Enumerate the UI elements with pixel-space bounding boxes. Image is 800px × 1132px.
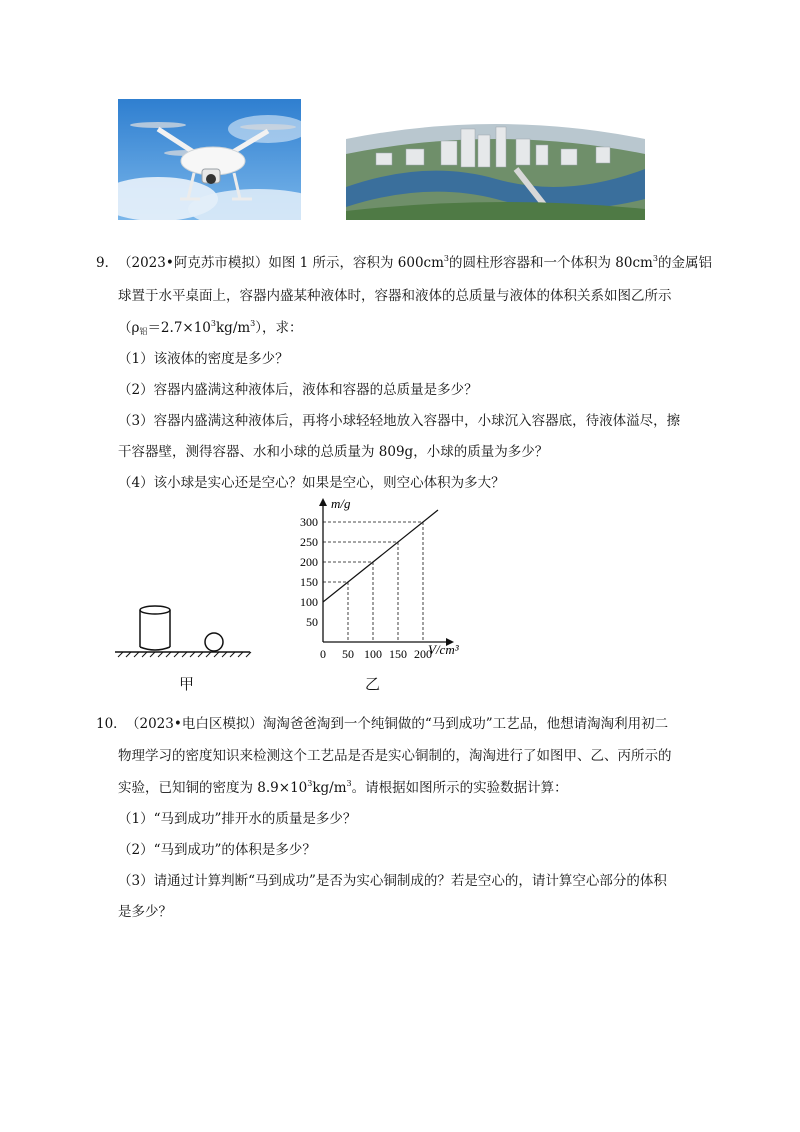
x-tick-label: 150 bbox=[389, 647, 407, 661]
question-9-sub-2: （2）容器内盛满这种液体后，液体和容器的总质量是多少？ bbox=[118, 382, 478, 398]
x-tick-label: 200 bbox=[414, 647, 432, 661]
question-9-sub-4: （4）该小球是实心还是空心？如果是空心，则空心体积为多大？ bbox=[118, 475, 505, 491]
figure-yi-label: 乙 bbox=[365, 675, 381, 693]
drone-photo bbox=[118, 99, 301, 220]
x-tick-label: 0 bbox=[320, 647, 326, 661]
question-9-line-2: 球置于水平桌面上，容器内盛某种液体时，容器和液体的总质量与液体的体积关系如图乙所示 bbox=[118, 288, 672, 304]
x-axis-label: V/cm³ bbox=[428, 642, 459, 657]
question-9-line-1: （2023•阿克苏市模拟）如图 1 所示，容积为 $600cm^3$的圆柱形容器和一个体积为 $80cm^3$的金属铝 bbox=[118, 254, 712, 271]
question-9-sub-1: （1）该液体的密度是多少？ bbox=[118, 351, 289, 367]
y-tick-label: 50 bbox=[306, 615, 318, 629]
question-10-number: 10． bbox=[96, 716, 127, 732]
question-10-line-2: 物理学习的密度知识来检测这个工艺品是否是实心铜制的，淘淘进行了如图甲、乙、丙所示的 bbox=[118, 748, 672, 764]
y-tick-label: 150 bbox=[300, 575, 318, 589]
figure-jia-label: 甲 bbox=[179, 675, 195, 693]
question-10-sub-1: （1）“马到成功”排开水的质量是多少？ bbox=[118, 811, 357, 827]
question-9-sub-3b: 干容器壁，测得容器、水和小球的总质量为 809g，小球的质量为多少？ bbox=[118, 444, 549, 460]
x-tick-label: 50 bbox=[342, 647, 354, 661]
y-tick-label: 100 bbox=[300, 595, 318, 609]
y-axis-label: m/g bbox=[331, 496, 351, 511]
x-tick-label: 100 bbox=[364, 647, 382, 661]
question-10-line-1: （2023•电白区模拟）淘淘爸爸淘到一个纯铜做的“马到成功”工艺品，他想请淘淘利用初二 bbox=[126, 716, 669, 732]
y-tick-label: 300 bbox=[300, 515, 318, 529]
y-axis-arrow bbox=[319, 498, 327, 506]
question-10-line-3: 实验，已知铜的密度为 $8.9\times 10^3kg/m^3$。请根据如图所示的实验数据计算： bbox=[118, 779, 568, 796]
city-river-photo bbox=[346, 99, 645, 220]
question-9-line-3: $(\rho_铝=2.7\times 10^3kg/m^3)$，求： bbox=[118, 319, 303, 336]
question-9-number: 9． bbox=[96, 255, 119, 271]
question-10-sub-2: （2）“马到成功”的体积是多少？ bbox=[118, 842, 316, 858]
question-9-sub-3a: （3）容器内盛满这种液体后，再将小球轻轻地放入容器中，小球沉入容器底，待液体溢尽，擦 bbox=[118, 413, 681, 429]
data-series-line bbox=[323, 510, 438, 602]
question-10-sub-3a: （3）请通过计算判断“马到成功”是否为实心铜制成的？若是空心的，请计算空心部分的体积 bbox=[118, 873, 667, 889]
y-tick-label: 250 bbox=[300, 535, 318, 549]
y-tick-label: 200 bbox=[300, 555, 318, 569]
mass-volume-chart bbox=[290, 490, 490, 665]
figure-jia-container-and-ball bbox=[110, 595, 260, 665]
question-10-sub-3b: 是多少？ bbox=[118, 904, 172, 920]
